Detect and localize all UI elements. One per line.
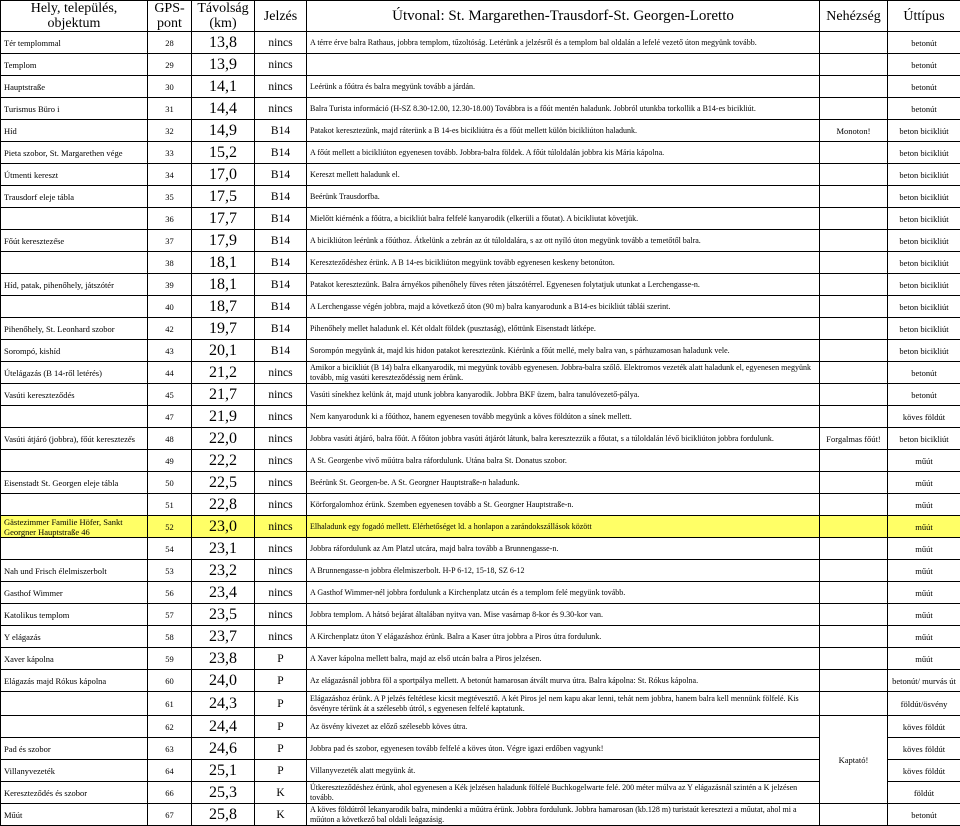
cell-gps: 43: [148, 340, 192, 362]
cell-tipus: műút: [888, 538, 960, 560]
cell-gps: 47: [148, 406, 192, 428]
cell-gps: 49: [148, 450, 192, 472]
cell-nehezseg: [820, 340, 888, 362]
cell-jelzes: P: [255, 760, 307, 782]
cell-km: 14,4: [192, 98, 255, 120]
cell-gps: 62: [148, 716, 192, 738]
cell-km: 23,7: [192, 626, 255, 648]
cell-tipus: köves földút: [888, 716, 960, 738]
cell-jelzes: nincs: [255, 582, 307, 604]
cell-utvonal: Beérünk Trausdorfba.: [307, 186, 820, 208]
cell-gps: 31: [148, 98, 192, 120]
cell-place: Villanyvezeték: [1, 760, 148, 782]
cell-place: Turismus Büro i: [1, 98, 148, 120]
cell-nehezseg: [820, 538, 888, 560]
cell-utvonal: Mielőtt kiérnénk a főútra, a bicikliút balra felfelé kanyarodik (elkerüli a főutat). A bicikliutat követjük.: [307, 208, 820, 230]
cell-jelzes: B14: [255, 274, 307, 296]
cell-km: 17,7: [192, 208, 255, 230]
cell-jelzes: B14: [255, 296, 307, 318]
cell-place: [1, 494, 148, 516]
header-gps: GPS-pont: [148, 1, 192, 32]
cell-km: 13,9: [192, 54, 255, 76]
cell-place: Tér templommal: [1, 32, 148, 54]
header-km: Távolság (km): [192, 1, 255, 32]
cell-place: Templom: [1, 54, 148, 76]
cell-nehezseg: [820, 406, 888, 428]
cell-place: Pieta szobor, St. Margarethen vége: [1, 142, 148, 164]
cell-km: 19,7: [192, 318, 255, 340]
cell-gps: 54: [148, 538, 192, 560]
cell-utvonal: A Kirchenplatz úton Y elágazáshoz érünk. Balra a Kaser útra jobbra a Piros útra fordulunk.: [307, 626, 820, 648]
header-place: Hely, település, objektum: [1, 1, 148, 32]
table-row: [1, 362, 960, 384]
cell-gps: 59: [148, 648, 192, 670]
cell-tipus: betonút/ murvás út: [888, 670, 960, 692]
table-row: [1, 804, 960, 826]
cell-km: 23,2: [192, 560, 255, 582]
cell-km: 25,1: [192, 760, 255, 782]
cell-jelzes: nincs: [255, 406, 307, 428]
table-row: [1, 186, 960, 208]
cell-place: Vasúti átjáró (jobbra), főút kereszteze̋s: [1, 428, 148, 450]
cell-jelzes: B14: [255, 164, 307, 186]
cell-place: [1, 296, 148, 318]
cell-jelzes: nincs: [255, 362, 307, 384]
cell-place: Nah und Frisch élelmiszerbolt: [1, 560, 148, 582]
cell-tipus: műút: [888, 626, 960, 648]
cell-utvonal: [307, 54, 820, 76]
table-row: [1, 252, 960, 274]
cell-km: 23,8: [192, 648, 255, 670]
cell-nehezseg: [820, 804, 888, 826]
cell-nehezseg: [820, 208, 888, 230]
cell-tipus: beton bicikliút: [888, 340, 960, 362]
cell-place: Trausdorf eleje tábla: [1, 186, 148, 208]
cell-tipus: műút: [888, 450, 960, 472]
cell-km: 24,3: [192, 692, 255, 716]
cell-jelzes: nincs: [255, 428, 307, 450]
cell-tipus: beton bicikliút: [888, 186, 960, 208]
cell-km: 17,5: [192, 186, 255, 208]
cell-nehezseg: [820, 274, 888, 296]
cell-tipus: beton bicikliút: [888, 252, 960, 274]
table-row: [1, 76, 960, 98]
cell-place: Y elágazás: [1, 626, 148, 648]
table-row: [1, 648, 960, 670]
cell-tipus: betonút: [888, 384, 960, 406]
cell-tipus: betonút: [888, 32, 960, 54]
cell-jelzes: B14: [255, 142, 307, 164]
cell-nehezseg: Kaptató!: [820, 716, 888, 804]
cell-km: 14,9: [192, 120, 255, 142]
cell-tipus: betonút: [888, 98, 960, 120]
cell-utvonal: Leérünk a főútra és balra megyünk tovább a járdán.: [307, 76, 820, 98]
cell-nehezseg: Monoton!: [820, 120, 888, 142]
cell-utvonal: Az elágazásnál jobbra föl a sportpálya mellett. A betonút hamarosan átvált murva útra. Balra kápolna: St. Rókus kápolna.: [307, 670, 820, 692]
cell-place: [1, 716, 148, 738]
cell-place: Műút: [1, 804, 148, 826]
table-row: [1, 716, 960, 738]
cell-utvonal: Az ösvény kivezet az előző szélesebb köves útra.: [307, 716, 820, 738]
cell-place: [1, 252, 148, 274]
table-row: [1, 384, 960, 406]
cell-utvonal: A St. Georgenbe vivő műútra balra ráfordulunk. Utána balra St. Donatus szobor.: [307, 450, 820, 472]
cell-utvonal: Jobbra pad és szobor, egyenesen tovább felfelé a köves úton. Végre igazi erdőben vagyunk!: [307, 738, 820, 760]
cell-nehezseg: [820, 296, 888, 318]
cell-km: 22,0: [192, 428, 255, 450]
table-row: [1, 340, 960, 362]
cell-nehezseg: [820, 670, 888, 692]
cell-tipus: műút: [888, 494, 960, 516]
cell-utvonal: Jobbra ráfordulunk az Am Platzl utcára, majd balra tovább a Brunnengasse-n.: [307, 538, 820, 560]
cell-gps: 30: [148, 76, 192, 98]
cell-nehezseg: [820, 648, 888, 670]
cell-place: Eisenstadt St. Georgen eleje tábla: [1, 472, 148, 494]
cell-jelzes: nincs: [255, 450, 307, 472]
cell-km: 23,5: [192, 604, 255, 626]
cell-gps: 34: [148, 164, 192, 186]
cell-tipus: műút: [888, 516, 960, 538]
table-row: [1, 538, 960, 560]
cell-gps: 35: [148, 186, 192, 208]
table-row: [1, 54, 960, 76]
cell-tipus: beton bicikliút: [888, 318, 960, 340]
cell-gps: 45: [148, 384, 192, 406]
cell-gps: 36: [148, 208, 192, 230]
cell-jelzes: nincs: [255, 560, 307, 582]
cell-place: Főút kereszteze̋se: [1, 230, 148, 252]
cell-nehezseg: [820, 362, 888, 384]
cell-tipus: betonút: [888, 362, 960, 384]
cell-place: Híd: [1, 120, 148, 142]
cell-tipus: műút: [888, 648, 960, 670]
cell-gps: 33: [148, 142, 192, 164]
cell-gps: 50: [148, 472, 192, 494]
cell-utvonal: Balra Turista információ (H-SZ 8.30-12.00, 12.30-18.00) Továbbra is a főút mentén haladunk. Jobbról utunkba torkollik a B14-es bicikliút.: [307, 98, 820, 120]
cell-place: Kereszteződés és szobor: [1, 782, 148, 804]
cell-place: [1, 208, 148, 230]
cell-tipus: beton bicikliút: [888, 230, 960, 252]
table-row: [1, 428, 960, 450]
table-row: [1, 494, 960, 516]
header-utvonal: Útvonal: St. Margarethen-Trausdorf-St. Georgen-Loretto: [307, 1, 820, 32]
cell-gps: 58: [148, 626, 192, 648]
cell-km: 23,0: [192, 516, 255, 538]
cell-tipus: betonút: [888, 54, 960, 76]
cell-nehezseg: [820, 692, 888, 716]
cell-utvonal: A bicikliúton leérünk a főúthoz. Átkelünk a zebrán az út túloldalára, s az ott nyíló úton megyünk tovább a temetőtől balra.: [307, 230, 820, 252]
cell-tipus: köves földút: [888, 406, 960, 428]
cell-place: [1, 692, 148, 716]
cell-jelzes: nincs: [255, 98, 307, 120]
cell-jelzes: nincs: [255, 76, 307, 98]
cell-nehezseg: [820, 604, 888, 626]
cell-tipus: beton bicikliút: [888, 274, 960, 296]
cell-utvonal: Kereszteződéshez érünk. A B 14-es bicikliúton megyünk tovább egyenesen keskeny betonúton.: [307, 252, 820, 274]
cell-gps: 57: [148, 604, 192, 626]
cell-place: [1, 538, 148, 560]
cell-gps: 37: [148, 230, 192, 252]
cell-place: Pad és szobor: [1, 738, 148, 760]
header-tipus: Úttípus: [888, 1, 960, 32]
cell-gps: 39: [148, 274, 192, 296]
table-row: [1, 230, 960, 252]
cell-utvonal: Jobbra vasúti átjáró, balra főút. A főúton jobbra vasúti átjárót látunk, balra keresztezzük a főutat, s a túloldalán lévő bicikliúton jobbra fordulunk.: [307, 428, 820, 450]
cell-place: Hauptstraße: [1, 76, 148, 98]
cell-km: 17,9: [192, 230, 255, 252]
cell-gps: 28: [148, 32, 192, 54]
cell-jelzes: B14: [255, 208, 307, 230]
cell-utvonal: A Lerchengasse végén jobbra, majd a következő úton (90 m) balra kanyarodunk a B14-es bicikliút táblái szerint.: [307, 296, 820, 318]
cell-km: 23,4: [192, 582, 255, 604]
cell-gps: 60: [148, 670, 192, 692]
cell-jelzes: nincs: [255, 54, 307, 76]
cell-nehezseg: [820, 516, 888, 538]
cell-tipus: beton bicikliút: [888, 208, 960, 230]
cell-km: 22,8: [192, 494, 255, 516]
cell-utvonal: A Brunnengasse-n jobbra élelmiszerbolt. H-P 6-12, 15-18, SZ 6-12: [307, 560, 820, 582]
cell-utvonal: Körforgalomhoz érünk. Szemben egyenesen tovább a St. Georgner Hauptstraße-n.: [307, 494, 820, 516]
cell-utvonal: Amikor a bicikliút (B 14) balra elkanyarodik, mi megyünk tovább egyenesen. Jobbra-balra szőlő. Elektromos vezeték alatt haladunk el, egyenesen megyünk tovább, míg vasúti kereszteződéssig nem érünk.: [307, 362, 820, 384]
cell-utvonal: Kereszt mellett haladunk el.: [307, 164, 820, 186]
table-row: [1, 32, 960, 54]
cell-nehezseg: [820, 626, 888, 648]
cell-utvonal: Villanyvezeték alatt megyünk át.: [307, 760, 820, 782]
cell-jelzes: nincs: [255, 384, 307, 406]
cell-gps: 42: [148, 318, 192, 340]
cell-place: [1, 406, 148, 428]
cell-jelzes: K: [255, 782, 307, 804]
cell-km: 21,7: [192, 384, 255, 406]
cell-km: 22,2: [192, 450, 255, 472]
cell-km: 13,8: [192, 32, 255, 54]
cell-tipus: beton bicikliút: [888, 428, 960, 450]
cell-tipus: betonút: [888, 804, 960, 826]
cell-place: Gasthof Wimmer: [1, 582, 148, 604]
cell-nehezseg: [820, 560, 888, 582]
cell-jelzes: nincs: [255, 494, 307, 516]
table-row: [1, 738, 960, 760]
table-row: [1, 760, 960, 782]
table-row: [1, 318, 960, 340]
cell-tipus: műút: [888, 560, 960, 582]
cell-km: 24,0: [192, 670, 255, 692]
cell-utvonal: A köves földútról lekanyarodik balra, mindenki a műútra érünk. Jobbra fordulunk. Jobbra hamarosan (kb.128 m) turistaút keresztezi a műutat, ahol mi a műúton a következő bal oldali leágazásig.: [307, 804, 820, 826]
cell-place: Útmenti kereszt: [1, 164, 148, 186]
cell-km: 23,1: [192, 538, 255, 560]
cell-gps: 64: [148, 760, 192, 782]
cell-gps: 40: [148, 296, 192, 318]
cell-place: Gästezimmer Familie Höfer, Sankt Georgner Hauptstraße 46: [1, 516, 148, 538]
cell-utvonal: Patakot keresztezünk. Balra árnyékos pihenőhely füves réten játszótérrel. Egyenesen folytatjuk utunkat a Lerchengasse-n.: [307, 274, 820, 296]
cell-tipus: földút: [888, 782, 960, 804]
cell-nehezseg: [820, 252, 888, 274]
cell-km: 18,1: [192, 274, 255, 296]
cell-jelzes: P: [255, 692, 307, 716]
cell-gps: 38: [148, 252, 192, 274]
cell-jelzes: nincs: [255, 604, 307, 626]
table-row: [1, 142, 960, 164]
table-row: [1, 626, 960, 648]
table-row: [1, 604, 960, 626]
cell-nehezseg: [820, 384, 888, 406]
cell-jelzes: B14: [255, 340, 307, 362]
cell-gps: 53: [148, 560, 192, 582]
cell-gps: 56: [148, 582, 192, 604]
cell-gps: 29: [148, 54, 192, 76]
cell-nehezseg: [820, 76, 888, 98]
table-row: [1, 296, 960, 318]
cell-utvonal: Elágazáshoz érünk. A P jelzés feltétlese kicsit megtévesztő. A két Piros jel nem kapu akar lenni, tehát nem jobbra, hanem balra kell mennünk fölfelé. Kis ösvényre térünk át a szélesebb útról, s egyenesen felfelé kaptatunk.: [307, 692, 820, 716]
cell-km: 17,0: [192, 164, 255, 186]
cell-nehezseg: [820, 472, 888, 494]
cell-nehezseg: [820, 494, 888, 516]
cell-km: 18,1: [192, 252, 255, 274]
cell-utvonal: Pihenőhely mellet haladunk el. Két oldalt földek (pusztaság), előttünk Eisenstadt látképe.: [307, 318, 820, 340]
cell-tipus: beton bicikliút: [888, 164, 960, 186]
cell-place: [1, 450, 148, 472]
cell-nehezseg: [820, 98, 888, 120]
cell-jelzes: nincs: [255, 516, 307, 538]
cell-km: 15,2: [192, 142, 255, 164]
cell-tipus: beton bicikliút: [888, 142, 960, 164]
cell-utvonal: Vasúti sínekhez kelünk át, majd utunk jobbra kanyarodik. Jobbra BKF üzem, balra tanulóvezető-pálya.: [307, 384, 820, 406]
table-row: [1, 208, 960, 230]
cell-tipus: beton bicikliút: [888, 296, 960, 318]
table-row: [1, 164, 960, 186]
cell-km: 24,6: [192, 738, 255, 760]
cell-gps: 61: [148, 692, 192, 716]
cell-nehezseg: [820, 186, 888, 208]
cell-utvonal: A főút mellett a bicikliúton egyenesen tovább. Jobbra-balra földek. A főút túloldalán jobbra kis Mária kápolna.: [307, 142, 820, 164]
cell-nehezseg: [820, 54, 888, 76]
cell-km: 25,8: [192, 804, 255, 826]
cell-place: Xaver kápolna: [1, 648, 148, 670]
cell-gps: 52: [148, 516, 192, 538]
cell-tipus: beton bicikliút: [888, 120, 960, 142]
table-row: [1, 560, 960, 582]
cell-nehezseg: [820, 582, 888, 604]
cell-tipus: köves földút: [888, 738, 960, 760]
cell-gps: 48: [148, 428, 192, 450]
cell-place: Katolikus templom: [1, 604, 148, 626]
cell-utvonal: Elhaladunk egy fogadó mellett. Elérhetőséget ld. a honlapon a zarándokszállások között: [307, 516, 820, 538]
cell-km: 21,2: [192, 362, 255, 384]
cell-jelzes: nincs: [255, 626, 307, 648]
cell-jelzes: B14: [255, 120, 307, 142]
cell-utvonal: A térre érve balra Rathaus, jobbra templom, tűzoltóság. Letérünk a jelzésről és a templom bal oldalán a lefelé vezető úton megyünk tovább.: [307, 32, 820, 54]
cell-nehezseg: [820, 450, 888, 472]
cell-jelzes: B14: [255, 318, 307, 340]
cell-place: Sorompó, kishíd: [1, 340, 148, 362]
table-row: [1, 450, 960, 472]
cell-jelzes: B14: [255, 186, 307, 208]
cell-tipus: betonút: [888, 76, 960, 98]
cell-place: Híd, patak, pihenőhely, játszótér: [1, 274, 148, 296]
cell-km: 20,1: [192, 340, 255, 362]
cell-utvonal: Beérünk St. Georgen-be. A St. Georgner Hauptstraße-n haladunk.: [307, 472, 820, 494]
cell-tipus: műút: [888, 582, 960, 604]
cell-jelzes: B14: [255, 230, 307, 252]
table-row: [1, 274, 960, 296]
cell-km: 24,4: [192, 716, 255, 738]
cell-nehezseg: [820, 164, 888, 186]
cell-gps: 66: [148, 782, 192, 804]
cell-km: 14,1: [192, 76, 255, 98]
cell-gps: 44: [148, 362, 192, 384]
cell-place: Útelágazás (B 14-ről letérés): [1, 362, 148, 384]
table-row: [1, 120, 960, 142]
cell-jelzes: P: [255, 648, 307, 670]
cell-jelzes: K: [255, 804, 307, 826]
cell-utvonal: Útkereszteződéshez érünk, ahol egyenesen a Kék jelzésen haladunk fölfelé Buchkogelwarte felé. 200 méter múlva az Y elágazásnál szintén a K jelzésen tovább.: [307, 782, 820, 804]
cell-tipus: műút: [888, 472, 960, 494]
table-row: [1, 670, 960, 692]
cell-utvonal: A Xaver kápolna mellett balra, majd az első utcán balra a Piros jelzésen.: [307, 648, 820, 670]
table-row: [1, 582, 960, 604]
cell-km: 22,5: [192, 472, 255, 494]
cell-gps: 51: [148, 494, 192, 516]
table-row: [1, 472, 960, 494]
cell-utvonal: A Gasthof Wimmer-nél jobbra fordulunk a Kirchenplatz utcán és a templom felé megyünk tovább.: [307, 582, 820, 604]
header-row: [1, 1, 960, 32]
cell-place: Elágazás majd Rókus kápolna: [1, 670, 148, 692]
cell-place: Pihenőhely, St. Leonhard szobor: [1, 318, 148, 340]
cell-jelzes: nincs: [255, 538, 307, 560]
cell-utvonal: Patakot keresztezünk, majd ráterünk a B 14-es bicikliútra és a főút mellett külön bicikliúton haladunk.: [307, 120, 820, 142]
cell-jelzes: P: [255, 738, 307, 760]
cell-tipus: műút: [888, 604, 960, 626]
cell-utvonal: Nem kanyarodunk ki a főúthoz, hanem egyenesen tovább megyünk a köves földúton a sínek mellett.: [307, 406, 820, 428]
cell-nehezseg: [820, 32, 888, 54]
header-nehezseg: Nehézség: [820, 1, 888, 32]
table-row: [1, 406, 960, 428]
cell-nehezseg: Forgalmas főút!: [820, 428, 888, 450]
cell-tipus: földút/ösvény: [888, 692, 960, 716]
cell-gps: 63: [148, 738, 192, 760]
cell-nehezseg: [820, 230, 888, 252]
table-row: [1, 516, 960, 538]
cell-jelzes: nincs: [255, 472, 307, 494]
cell-jelzes: nincs: [255, 32, 307, 54]
cell-jelzes: P: [255, 716, 307, 738]
cell-utvonal: Jobbra templom. A hátsó bejárat általában nyitva van. Mise vasárnap 8-kor és 9.30-kor van.: [307, 604, 820, 626]
cell-tipus: köves földút: [888, 760, 960, 782]
cell-km: 25,3: [192, 782, 255, 804]
cell-km: 21,9: [192, 406, 255, 428]
cell-gps: 32: [148, 120, 192, 142]
table-row: [1, 98, 960, 120]
cell-utvonal: Sorompón megyünk át, majd kis hidon patakot keresztezünk. Kiérünk a főút mellé, mely balra van, s párhuzamosan haladunk vele.: [307, 340, 820, 362]
cell-km: 18,7: [192, 296, 255, 318]
cell-gps: 67: [148, 804, 192, 826]
header-jelzes: Jelzés: [255, 1, 307, 32]
cell-nehezseg: [820, 142, 888, 164]
cell-jelzes: P: [255, 670, 307, 692]
table-row: [1, 782, 960, 804]
cell-nehezseg: [820, 318, 888, 340]
cell-jelzes: B14: [255, 252, 307, 274]
cell-place: Vasúti kereszteződés: [1, 384, 148, 406]
table-row: [1, 692, 960, 716]
